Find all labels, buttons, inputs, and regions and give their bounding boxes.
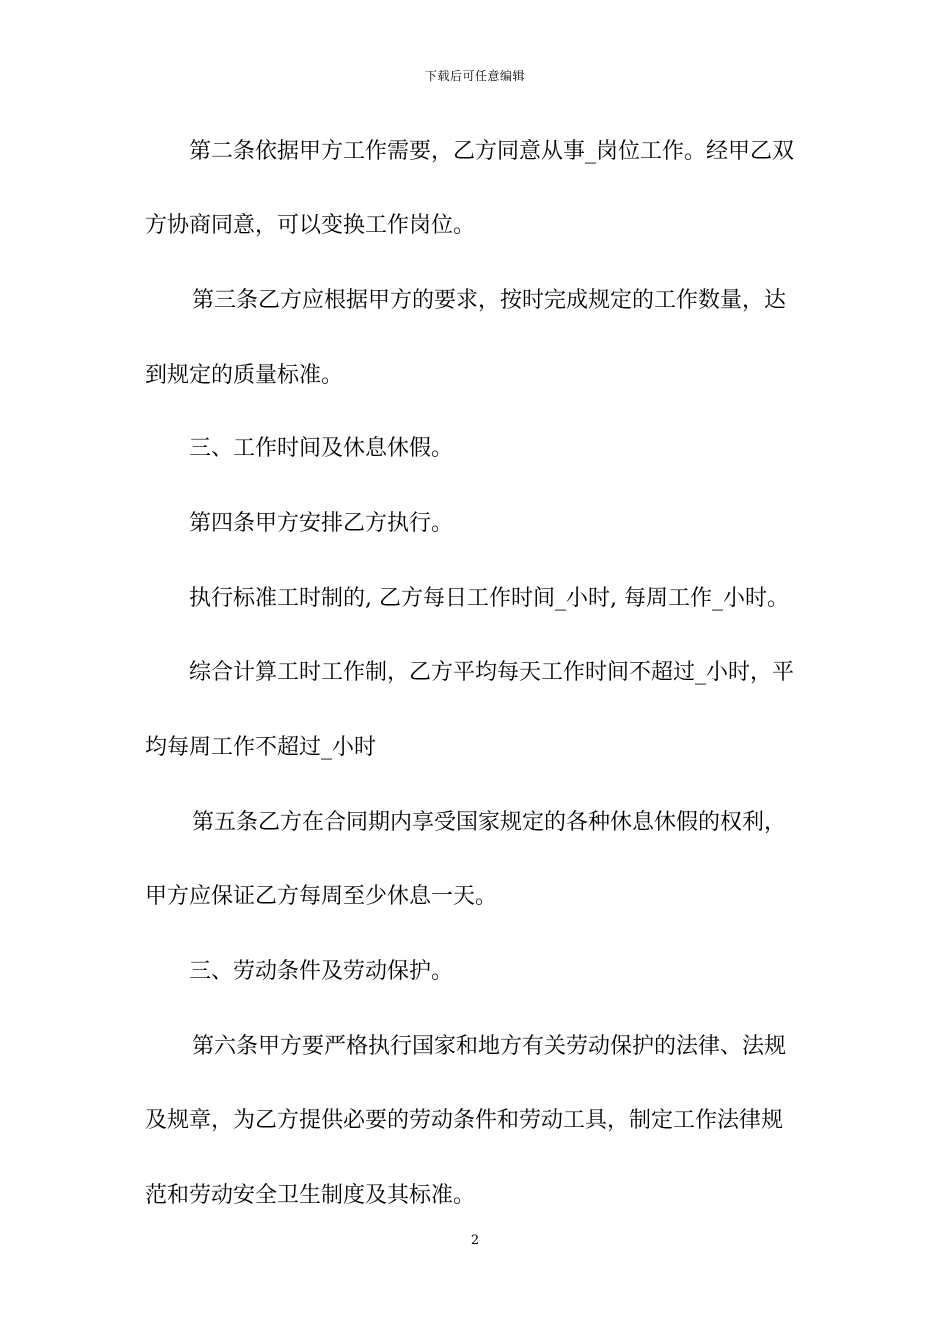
paragraph-line: 执行标准工时制的, 乙方每日工作时间_小时, 每周工作_小时。 xyxy=(189,586,789,611)
paragraph-line: 综合计算工时工作制，乙方平均每天工作时间不超过_小时，平 xyxy=(189,660,795,685)
paragraph-line: 第六条甲方要严格执行国家和地方有关劳动保护的法律、法规 xyxy=(192,1034,787,1059)
paragraph-line: 第五条乙方在合同期内享受国家规定的各种休息休假的权利， xyxy=(192,810,787,835)
paragraph-line: 第三条乙方应根据甲方的要求，按时完成规定的工作数量，达 xyxy=(192,288,787,313)
page-header-note: 下载后可任意编辑 xyxy=(424,69,525,83)
paragraph-line: 到规定的质量标准。 xyxy=(145,363,344,388)
section-heading: 三、劳动条件及劳动保护。 xyxy=(189,959,454,984)
paragraph-line: 范和劳动安全卫生制度及其标准。 xyxy=(145,1183,476,1208)
page-number: 2 xyxy=(470,1233,480,1248)
paragraph-line: 及规章，为乙方提供必要的劳动条件和劳动工具，制定工作法律规 xyxy=(145,1108,784,1133)
paragraph-line: 甲方应保证乙方每周至少休息一天。 xyxy=(145,884,498,909)
section-heading: 三、工作时间及休息休假。 xyxy=(189,436,454,461)
paragraph-line: 第二条依据甲方工作需要，乙方同意从事_岗位工作。经甲乙双 xyxy=(189,139,795,164)
paragraph-line: 第四条甲方安排乙方执行。 xyxy=(189,511,454,536)
paragraph-line: 方协商同意，可以变换工作岗位。 xyxy=(145,213,476,238)
paragraph-line: 均每周工作不超过_小时 xyxy=(145,735,377,760)
